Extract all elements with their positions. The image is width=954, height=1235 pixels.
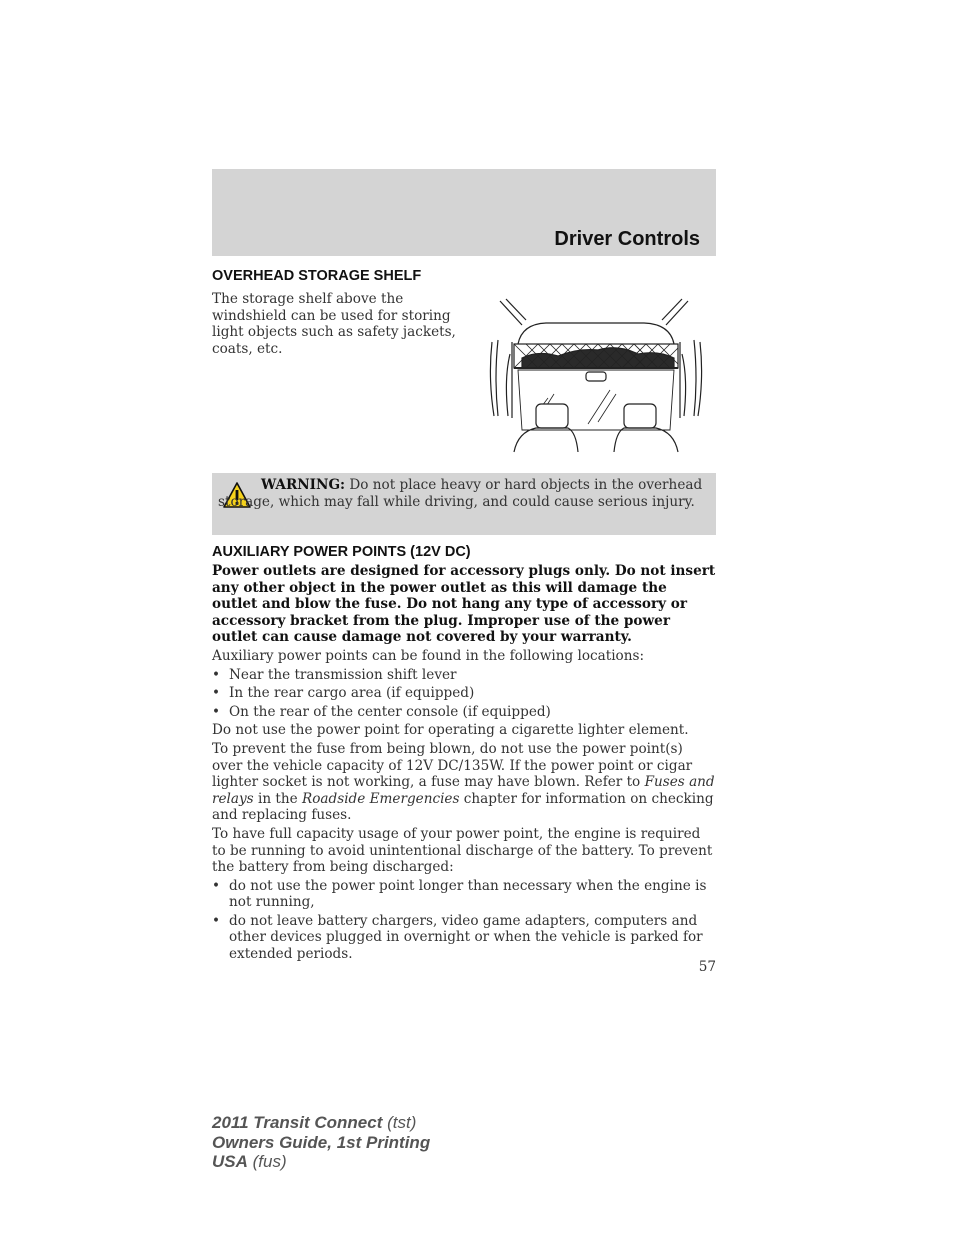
power-outlet-caution: Power outlets are designed for accessory plugs only. Do not insert any other object in the power outlet as this will damage the outlet and blow the fuse. Do not hang any type of accessory or accessory bracket from the plug. Improper use of the power outlet can cause damage not covered by your warranty. <box>212 563 716 646</box>
power-points-heading: AUXILIARY POWER POINTS (12V DC) <box>212 544 471 560</box>
document-footer <box>212 1113 430 1172</box>
list-item: • In the rear cargo area (if equipped) <box>212 685 475 702</box>
capacity-paragraph: To have full capacity usage of your power point, the engine is required to be running to avoid unintentional discharge of the battery. To prevent the battery from being discharged: <box>212 825 713 876</box>
footer-line-3: USA (fus) <box>212 1152 287 1171</box>
list-item: • do not use the power point longer than necessary when the engine is not running, <box>212 877 707 911</box>
page-number: 57 <box>698 959 716 975</box>
overhead-shelf-heading: OVERHEAD STORAGE SHELF <box>212 268 422 284</box>
list-item: • Near the transmission shift lever <box>212 666 457 683</box>
fuses-relays-reference: Fuses and relays <box>212 774 715 807</box>
warning-body: Do not place heavy or hard objects in the overhead storage, which may fall while driving, and could cause serious injury. <box>218 477 703 510</box>
chapter-title: Driver Controls <box>554 228 700 250</box>
lighter-note: Do not use the power point for operating a cigarette lighter element. <box>212 722 689 739</box>
list-item: • do not leave battery chargers, video game adapters, computers and other devices plugged in overnight or when the vehicle is parked for extended periods. <box>212 912 703 963</box>
footer-line-2: Owners Guide, 1st Printing <box>212 1132 431 1152</box>
overhead-shelf-illustration <box>488 298 704 454</box>
warning-label: WARNING: <box>261 477 346 493</box>
list-item: • On the rear of the center console (if equipped) <box>212 703 551 720</box>
warning-box <box>212 473 716 535</box>
overhead-shelf-intro: The storage shelf above the windshield can be used for storing light objects such as safety jackets, coats, etc. <box>212 291 456 357</box>
tips-list <box>212 878 716 963</box>
power-points-section <box>212 563 716 965</box>
locations-intro: Auxiliary power points can be found in the following locations: <box>212 647 645 664</box>
roadside-emergencies-reference: Roadside Emergencies <box>302 790 460 807</box>
locations-list <box>212 667 716 721</box>
warning-text <box>218 477 706 510</box>
footer-line-1: 2011 Transit Connect (tst) <box>212 1113 417 1132</box>
fuse-paragraph: To prevent the fuse from being blown, do not use the power point(s) over the vehicle capacity of 12V DC/135W. If the power point or cigar lighter socket is not working, a fuse may have blown. Refer to Fuses and relays in the Roadside Emergencies chapter for information on checking and replacing fuses. <box>212 740 715 824</box>
chapter-header-bar <box>212 169 716 256</box>
